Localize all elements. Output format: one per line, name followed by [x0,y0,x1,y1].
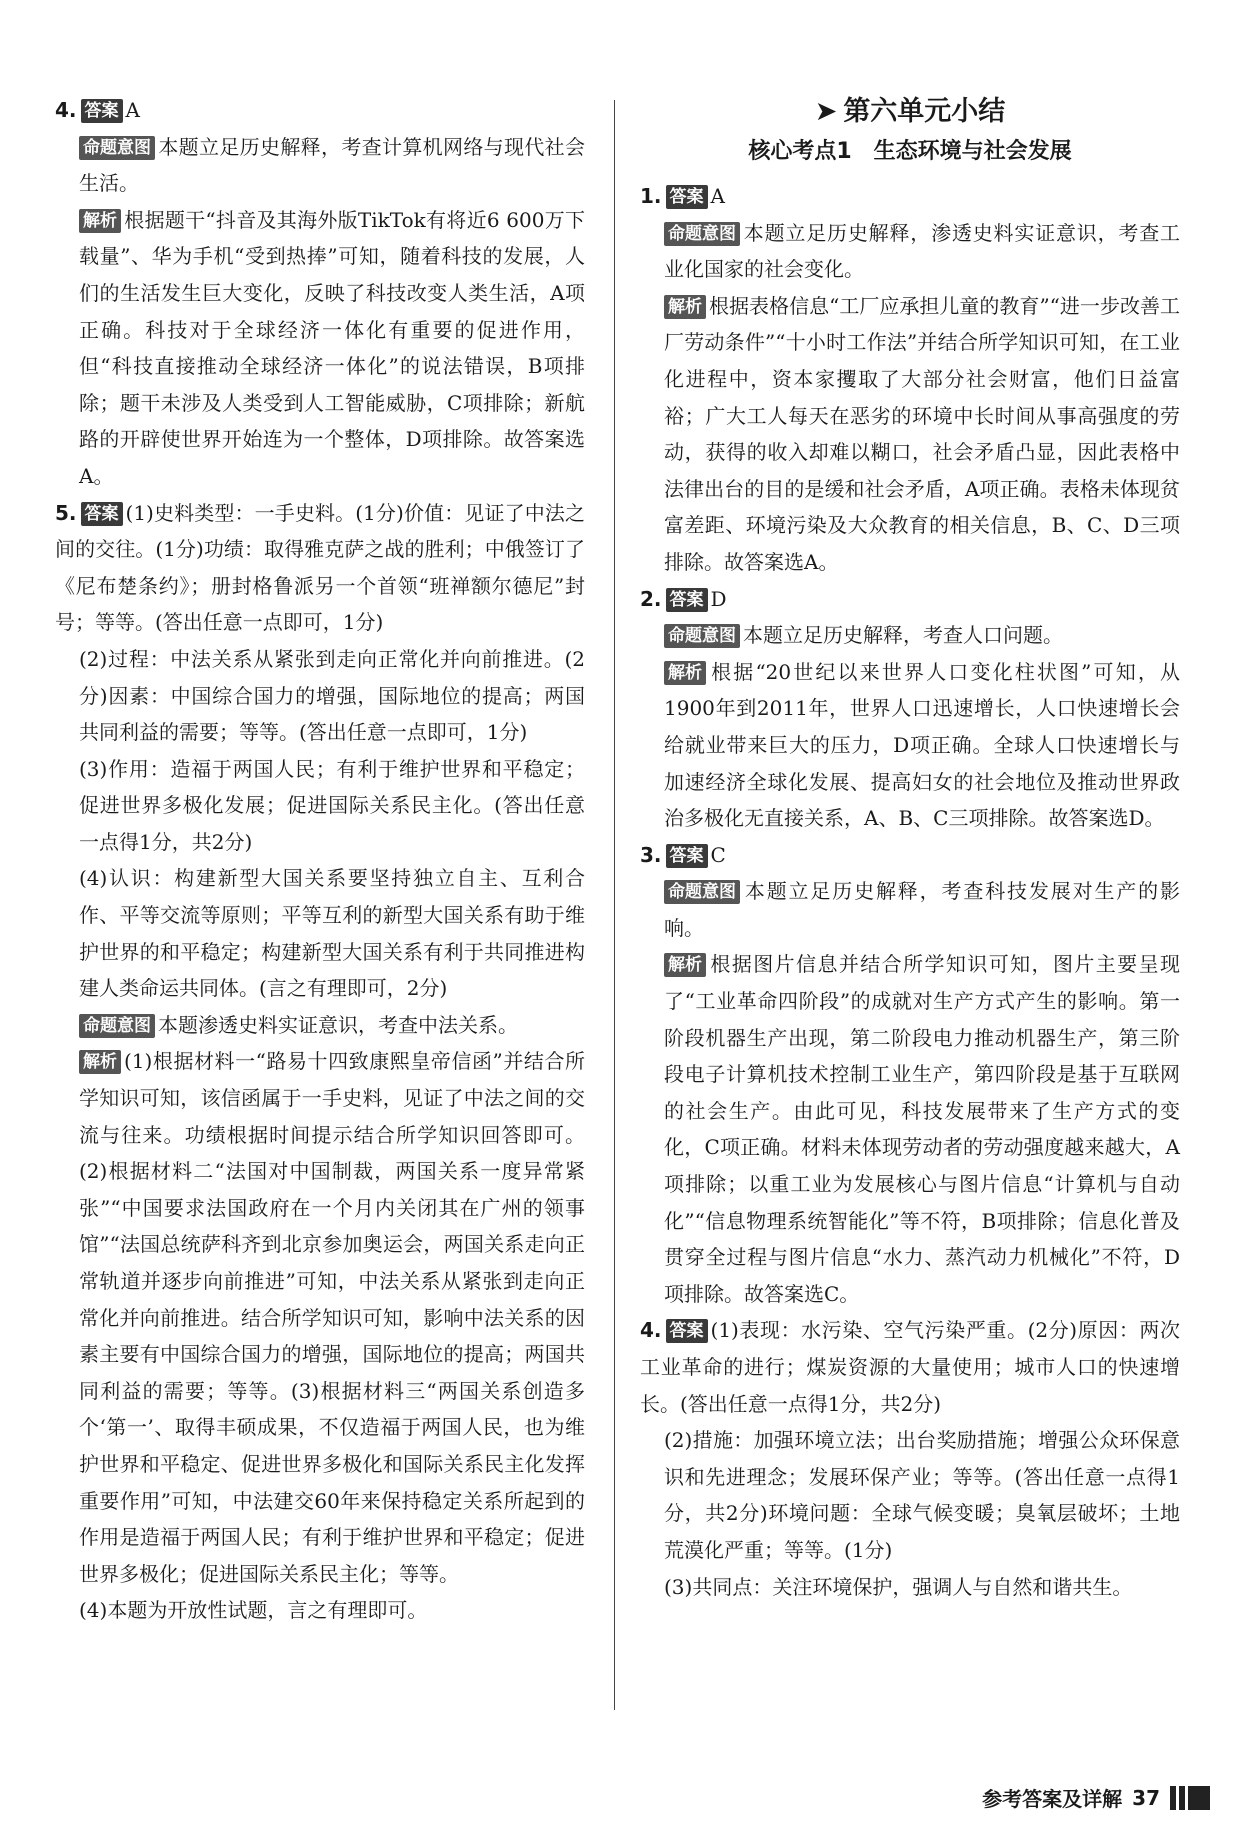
q5-intent [55,1007,585,1044]
answer-value: C [710,842,726,867]
question-number: 1. [640,184,662,208]
intent-text: 本题立足历史解释，考查科技发展对生产的影响。 [664,879,1180,940]
q3-analysis [640,946,1180,1312]
answer-text: (1)史料类型：一手史料。(1分)价值：见证了中法之间的交往。(1分)功绩：取得雅克萨之战的胜利；中俄签订了《尼布楚条约》；册封格鲁派另一个首领“班禅额尔德尼”封号；等等。(答出任意一点即可，1分) [55,500,585,635]
intent-tag: 命题意图 [664,624,740,648]
page-footer [982,1783,1210,1812]
column-divider [614,100,615,1710]
question-number: 4. [55,98,77,122]
q1-answer-line [640,178,1180,215]
footer-bars-icon [1170,1786,1210,1810]
q5-answer-1 [55,495,585,641]
analysis-tag: 解析 [664,295,706,319]
answer-value: A [710,184,725,208]
q2-answer-line [640,581,1180,618]
unit-header [640,92,1180,172]
question-number: 5. [55,500,77,525]
footer-label: 参考答案及详解 [982,1787,1123,1811]
q4-right-answer-1 [640,1312,1180,1422]
intent-text: 本题立足历史解释，考查人口问题。 [743,623,1063,648]
right-column [640,92,1180,1605]
q4-left-intent [55,129,585,202]
q5-analysis-end: (4)本题为开放性试题，言之有理即可。 [79,1598,428,1623]
analysis-tag: 解析 [664,661,706,685]
analysis-tag: 解析 [79,209,121,233]
analysis-text: 根据图片信息并结合所学知识可知，图片主要呈现了“工业革命四阶段”的成就对生产方式产生的影响。第一阶段机器生产出现，第二阶段电力推动机器生产，第三阶段电子计算机技术控制工业生产，第四阶段是基于互联网的社会生产。由此可见，科技发展带来了生产方式的变化，C项正确。材料未体现劳动者的劳动强度越来越大，A项排除；以重工业为发展核心与图片信息“计算机与自动化”“信息物理系统智能化”等不符，B项排除；信息化普及贯穿全过程与图片信息“水力、蒸汽动力机械化”不符，D项排除。故答案选C。 [664,952,1180,1306]
q5-answer-3: (3)作用：造福于两国人民；有利于维护世界和平稳定；促进世界多极化发展；促进国际关系民主化。(答出任意一点得1分，共2分) [79,756,585,854]
answer-tag: 答案 [666,1319,708,1343]
answer-tag: 答案 [81,502,123,526]
chevron-right-icon: ➤ [814,96,838,127]
analysis-tag: 解析 [664,953,706,977]
answer-value: A [125,98,140,122]
analysis-text: 根据“20世纪以来世界人口变化柱状图”可知，从1900年到2011年，世界人口迅速增长，人口快速增长会给就业带来巨大的压力，D项正确。全球人口快速增长与加速经济全球化发展、提高妇女的社会地位及推动世界政治多极化无直接关系，A、B、C三项排除。故答案选D。 [664,659,1180,831]
answer-tag: 答案 [666,844,708,868]
q4-right-answer-2: (2)措施：加强环境立法；出台奖励措施；增强公众环保意识和先进理念；发展环保产业；等等。(答出任意一点得1分，共2分)环境问题：全球气候变暖；臭氧层破坏；土地荒漠化严重；等等。(1分) [664,1428,1180,1562]
intent-text: 本题立足历史解释，考查计算机网络与现代社会生活。 [79,134,585,196]
answer-tag: 答案 [81,99,123,123]
left-column [55,92,585,1629]
q2-analysis [640,654,1180,837]
analysis-tag: 解析 [79,1050,121,1074]
question-number: 3. [640,842,662,867]
analysis-text: 根据表格信息“工厂应承担儿童的教育”“进一步改善工厂劳动条件”“十小时工作法”并结合所学知识可知，在工业化进程中，资本家攫取了大部分社会财富，他们日益富裕；广大工人每天在恶劣的环境中长时间从事高强度的劳动，获得的收入却难以糊口，社会矛盾凸显，因此表格中法律出台的目的是缓和社会矛盾，A项正确。表格未体现贫富差距、环境污染及大众教育的相关信息，B、C、D三项排除。故答案选A。 [664,293,1180,574]
q3-intent [640,873,1180,946]
q5-analysis [55,1043,585,1592]
unit-title-text: 第六单元小结 [843,96,1006,127]
answer-tag: 答案 [666,588,708,612]
q2-intent [640,617,1180,654]
analysis-text: 根据题干“抖音及其海外版TikTok有将近6 600万下载量”、华为手机“受到热捧”可知，随着科技的发展，人们的生活发生巨大变化，反映了科技改变人类生活，A项正确。科技对于全球经济一体化有重要的促进作用，但“科技直接推动全球经济一体化”的说法错误，B项排除；题干未涉及人类受到人工智能威胁，C项排除；新航路的开辟使世界开始连为一个整体，D项排除。故答案选A。 [79,207,585,488]
intent-tag: 命题意图 [664,880,740,904]
intent-text: 本题渗透史料实证意识，考查中法关系。 [158,1012,518,1037]
section-title: 核心考点1 生态环境与社会发展 [748,139,1072,164]
unit-title [640,92,1180,132]
analysis-text: (1)根据材料一“路易十四致康熙皇帝信函”并结合所学知识可知，该信函属于一手史料，见证了中法之间的交流与往来。功绩根据时间提示结合所学知识回答即可。(2)根据材料二“法国对中国制裁，两国关系一度异常紧张”“中国要求法国政府在一个月内关闭其在广州的领事馆”“法国总统萨科齐到北京参加奥运会，两国关系走向正常轨道并逐步向前推进”可知，中法关系从紧张到走向正常化并向前推进。结合所学知识可知，影响中法关系的因素主要有中国综合国力的增强，国际地位的提高；两国共同利益的需要；等等。(3)根据材料三“两国关系创造多个‘第一’、取得丰硕成果，不仅造福于两国人民，也为维护世界和平稳定、促进世界多极化和国际关系民主化发挥重要作用”可知，中法建交60年来保持稳定关系所起到的作用是造福于两国人民；有利于维护世界和平稳定；促进世界多极化；促进国际关系民主化；等等。 [79,1049,585,1586]
intent-tag: 命题意图 [79,1014,155,1038]
q1-intent [640,215,1180,288]
answer-value: D [710,586,727,611]
intent-tag: 命题意图 [664,222,740,246]
intent-tag: 命题意图 [79,136,155,160]
q4-left-answer-line [55,92,585,129]
q3-answer-line [640,837,1180,874]
q4-left-analysis [55,202,585,495]
question-number: 4. [640,1318,662,1343]
answer-tag: 答案 [666,185,708,209]
answer-text: (1)表现：水污染、空气污染严重。(2分)原因：两次工业革命的进行；煤炭资源的大量使用；城市人口的快速增长。(答出任意一点得1分，共2分) [640,1318,1180,1416]
q4-right-answer-3: (3)共同点：关注环境保护，强调人与自然和谐共生。 [664,1574,1133,1599]
q5-answer-2: (2)过程：中法关系从紧张到走向正常化并向前推进。(2分)因素：中国综合国力的增强，国际地位的提高；两国共同利益的需要；等等。(答出任意一点即可，1分) [79,646,585,745]
q5-answer-4: (4)认识：构建新型大国关系要坚持独立自主、互利合作、平等交流等原则；平等互利的新型大国关系有助于维护世界的和平稳定；构建新型大国关系有利于共同推进构建人类命运共同体。(言之有理即可，2分) [79,866,585,1001]
intent-text: 本题立足历史解释，渗透史料实证意识，考查工业化国家的社会变化。 [664,220,1180,282]
question-number: 2. [640,586,662,611]
q1-analysis [640,288,1180,581]
page-number: 37 [1132,1785,1160,1810]
